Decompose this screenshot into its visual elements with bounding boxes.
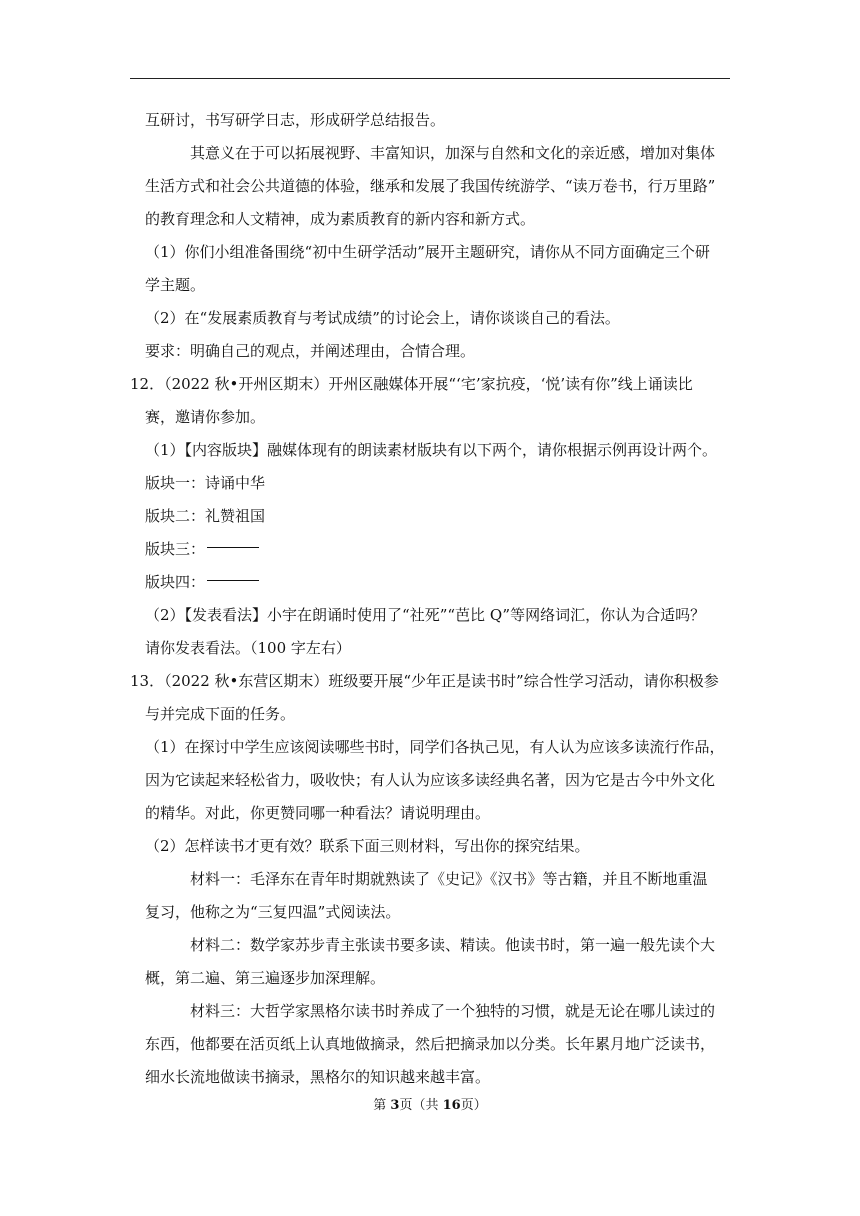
text-line xyxy=(130,269,732,302)
text-line xyxy=(130,962,732,995)
text-line xyxy=(130,995,732,1028)
footer-prefix: 第 xyxy=(373,1098,391,1113)
line-text: （1）在探讨中学生应该阅读哪些书时，同学们各执己见，有人认为应该多读流行作品， xyxy=(145,738,725,756)
line-text: 材料三：大哲学家黑格尔读书时养成了一个独特的习惯，就是无论在哪儿读过的 xyxy=(190,1002,716,1020)
text-line xyxy=(130,500,732,533)
text-line xyxy=(130,731,732,764)
line-text: 请你发表看法。（100 字左右） xyxy=(145,639,351,657)
text-line xyxy=(130,863,732,896)
line-text: 学主题。 xyxy=(145,276,206,294)
line-text: （2）在“发展素质教育与考试成绩”的讨论会上，请你谈谈自己的看法。 xyxy=(145,309,620,327)
text-line xyxy=(130,1061,732,1094)
line-text: 要求：明确自己的观点，并阐述理由，合情合理。 xyxy=(145,342,476,360)
line-text: 生活方式和社会公共道德的体验，继承和发展了我国传统游学、“读万卷书，行万里路” xyxy=(145,177,716,195)
text-line xyxy=(130,335,732,368)
line-text: 赛，邀请你参加。 xyxy=(145,408,266,426)
line-text: 的教育理念和人文精神，成为素质教育的新内容和新方式。 xyxy=(145,210,536,228)
text-line xyxy=(130,1028,732,1061)
line-text: （2）怎样读书才更有效？联系下面三则材料，写出你的探究结果。 xyxy=(145,837,590,855)
text-line xyxy=(130,632,732,665)
line-text: （1）你们小组准备围绕“初中生研学活动”展开主题研究，请你从不同方面确定三个研 xyxy=(145,243,710,261)
line-text: （2）【发表看法】小宇在朗诵时使用了“社死”“芭比 Q”等网络词汇，你认为合适吗？ xyxy=(145,606,706,624)
text-line xyxy=(130,104,732,137)
text-line xyxy=(130,170,732,203)
total-page-count: 16 xyxy=(442,1098,461,1113)
line-text: 材料二：数学家苏步青主张读书要多读、精读。他读书时，第一遍一般先读个大 xyxy=(190,936,716,954)
text-line xyxy=(130,929,732,962)
line-text: 材料一：毛泽东在青年时期就熟读了《史记》《汉书》等古籍，并且不断地重温 xyxy=(190,870,708,888)
line-text: 版块三： xyxy=(145,540,206,558)
document-body xyxy=(130,104,732,1094)
text-line xyxy=(130,236,732,269)
line-text: 与并完成下面的任务。 xyxy=(145,705,296,723)
line-text: 版块二：礼赞祖国 xyxy=(145,507,266,525)
line-text: 其意义在于可以拓展视野、丰富知识，加深与自然和文化的亲近感，增加对集体 xyxy=(190,144,716,162)
text-line xyxy=(130,797,732,830)
text-line xyxy=(130,566,732,599)
line-text: 版块一：诗诵中华 xyxy=(145,474,266,492)
text-line xyxy=(130,467,732,500)
text-line xyxy=(130,665,732,698)
header-rule xyxy=(130,78,730,79)
text-line xyxy=(130,830,732,863)
text-line xyxy=(130,302,732,335)
text-line xyxy=(130,203,732,236)
footer-suffix: 页） xyxy=(460,1098,487,1113)
text-line xyxy=(130,599,732,632)
line-text: 13．（2022 秋•东营区期末）班级要开展“少年正是读书时”综合性学习活动，请你积极参 xyxy=(130,672,719,690)
page-footer xyxy=(0,1094,860,1113)
text-line xyxy=(130,698,732,731)
text-line xyxy=(130,434,732,467)
line-text: 概，第二遍、第三遍逐步加深理解。 xyxy=(145,969,386,987)
line-text: 因为它读起来轻松省力，吸收快；有人认为应该多读经典名著，因为它是古今中外文化 xyxy=(145,771,716,789)
line-text: 版块四： xyxy=(145,573,206,591)
answer-blank xyxy=(207,579,259,581)
text-line xyxy=(130,896,732,929)
text-line xyxy=(130,401,732,434)
line-text: 12．（2022 秋•开州区期末）开州区融媒体开展“‘宅’家抗疫，‘悦’读有你”线上诵读比 xyxy=(130,375,693,393)
answer-blank xyxy=(207,546,259,548)
line-text: 的精华。对此，你更赞同哪一种看法？请说明理由。 xyxy=(145,804,491,822)
line-text: 互研讨，书写研学日志，形成研学总结报告。 xyxy=(145,111,446,129)
text-line xyxy=(130,764,732,797)
current-page-number: 3 xyxy=(390,1098,400,1113)
footer-middle: 页（共 xyxy=(399,1098,443,1113)
line-text: 东西，他都要在活页纸上认真地做摘录，然后把摘录加以分类。长年累月地广泛读书， xyxy=(145,1035,716,1053)
text-line xyxy=(130,137,732,170)
line-text: （1）【内容版块】融媒体现有的朗读素材版块有以下两个，请你根据示例再设计两个。 xyxy=(145,441,718,459)
line-text: 复习，他称之为“三复四温”式阅读法。 xyxy=(145,903,401,921)
line-text: 细水长流地做读书摘录，黑格尔的知识越来越丰富。 xyxy=(145,1068,491,1086)
text-line xyxy=(130,533,732,566)
text-line xyxy=(130,368,732,401)
